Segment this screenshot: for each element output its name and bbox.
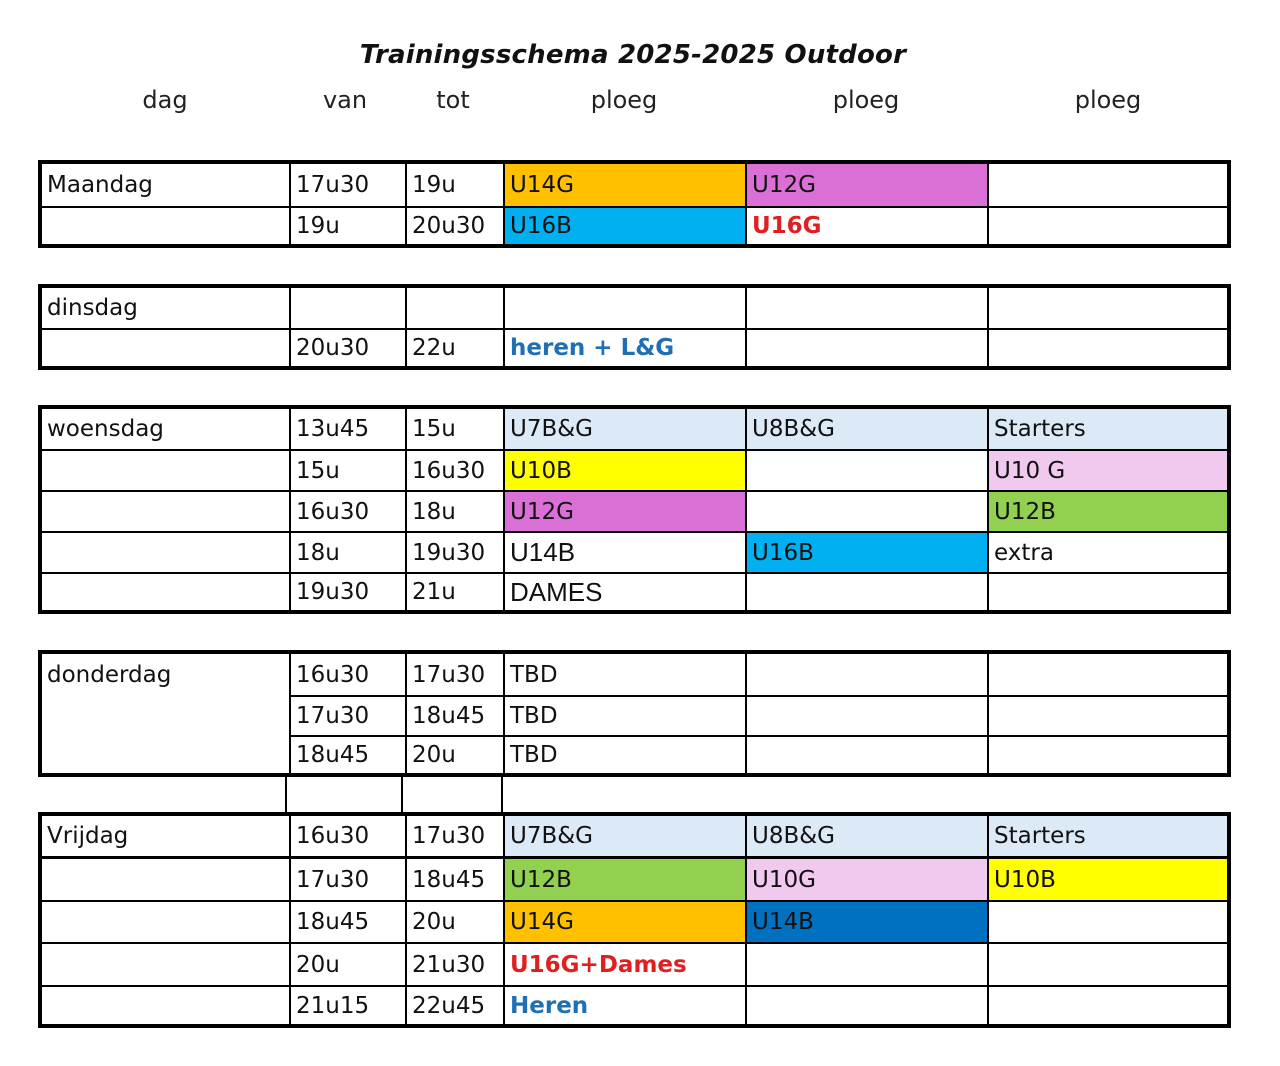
day-cell-empty: [42, 735, 289, 773]
ploeg-cell: Starters: [987, 409, 1227, 449]
ploeg-cell: [745, 737, 987, 773]
ploeg-cell: U16G: [745, 208, 987, 244]
table-row: [42, 735, 1227, 773]
tot-cell: 16u30: [405, 451, 503, 490]
table-row: [42, 572, 1227, 610]
tot-cell: 17u30: [405, 654, 503, 695]
ploeg-cell: [745, 574, 987, 610]
table-row: [42, 164, 1227, 206]
block-dinsdag: [38, 284, 1231, 370]
van-cell: 18u45: [289, 902, 405, 942]
day-cell-empty: [42, 944, 289, 985]
day-label: woensdag: [47, 416, 164, 442]
ploeg-cell: Heren: [503, 987, 745, 1024]
van-cell: 18u: [289, 533, 405, 572]
ploeg-cell: U12G: [503, 492, 745, 531]
tot-cell: 18u45: [405, 859, 503, 900]
block-donderdag: [38, 650, 1231, 777]
ploeg-cell: [987, 902, 1227, 942]
ploeg-cell: U16G+Dames: [503, 944, 745, 985]
block-vrijdag: [38, 812, 1231, 1028]
ploeg-cell: U12B: [987, 492, 1227, 531]
day-cell-empty: [42, 902, 289, 942]
table-row: [42, 816, 1227, 856]
table-row: [42, 328, 1227, 366]
ploeg-cell: DAMES: [503, 574, 745, 610]
gap-cell-van: [285, 775, 403, 813]
day-cell-empty: [42, 533, 289, 572]
header-ploeg-3: ploeg: [1074, 86, 1142, 114]
van-cell: 19u: [289, 208, 405, 244]
tot-cell: 22u: [405, 330, 503, 366]
ploeg-cell: U7B&G: [503, 816, 745, 856]
ploeg-cell: [987, 288, 1227, 328]
ploeg-cell: [745, 697, 987, 735]
day-label: donderdag: [47, 661, 172, 688]
ploeg-cell: U14G: [503, 164, 745, 206]
van-cell: 18u45: [289, 737, 405, 773]
ploeg-cell: [745, 330, 987, 366]
header-tot: tot: [436, 86, 470, 114]
table-row: [42, 654, 1227, 695]
day-cell-empty: [42, 859, 289, 900]
ploeg-cell: TBD: [503, 654, 745, 695]
page-title: Trainingsschema 2025-2025 Outdoor: [359, 40, 907, 70]
table-row: [42, 856, 1227, 900]
ploeg-cell: [987, 654, 1227, 695]
ploeg-cell: U10B: [987, 859, 1227, 900]
header-van: van: [322, 86, 368, 114]
ploeg-cell: U10G: [745, 859, 987, 900]
ploeg-cell: [987, 697, 1227, 735]
ploeg-cell: U12B: [503, 859, 745, 900]
ploeg-cell: [745, 288, 987, 328]
day-label: Vrijdag: [47, 823, 129, 849]
ploeg-cell: [503, 288, 745, 328]
tot-cell: 18u45: [405, 697, 503, 735]
day-cell-empty: [42, 451, 289, 490]
van-cell: 17u30: [289, 859, 405, 900]
table-row: [42, 942, 1227, 985]
tot-cell: [405, 288, 503, 328]
tot-cell: 17u30: [405, 816, 503, 856]
day-cell-empty: [42, 492, 289, 531]
ploeg-cell: [745, 987, 987, 1024]
ploeg-cell: U16B: [745, 533, 987, 572]
ploeg-cell: extra: [987, 533, 1227, 572]
tot-cell: 15u: [405, 409, 503, 449]
ploeg-cell: [987, 164, 1227, 206]
van-cell: 16u30: [289, 492, 405, 531]
van-cell: 13u45: [289, 409, 405, 449]
ploeg-cell: [987, 944, 1227, 985]
block-maandag: [38, 160, 1231, 248]
tot-cell: 20u: [405, 737, 503, 773]
ploeg-cell: U10B: [503, 451, 745, 490]
header-ploeg-1: ploeg: [590, 86, 658, 114]
van-cell: 17u30: [289, 164, 405, 206]
ploeg-cell: U8B&G: [745, 816, 987, 856]
tot-cell: 20u30: [405, 208, 503, 244]
table-row: [42, 490, 1227, 531]
tot-cell: 21u30: [405, 944, 503, 985]
ploeg-cell: U14G: [503, 902, 745, 942]
day-cell-empty: [42, 330, 289, 366]
ploeg-cell: U10 G: [987, 451, 1227, 490]
ploeg-cell: U12G: [745, 164, 987, 206]
ploeg-cell: [987, 330, 1227, 366]
ploeg-cell: [987, 208, 1227, 244]
ploeg-cell: U8B&G: [745, 409, 987, 449]
van-cell: 20u30: [289, 330, 405, 366]
van-cell: 21u15: [289, 987, 405, 1024]
ploeg-cell: [745, 654, 987, 695]
ploeg-cell: TBD: [503, 737, 745, 773]
ploeg-cell: heren + L&G: [503, 330, 745, 366]
ploeg-cell: [987, 737, 1227, 773]
table-row: [42, 409, 1227, 449]
ploeg-cell: [745, 944, 987, 985]
van-cell: 16u30: [289, 654, 405, 695]
table-row: [42, 695, 1227, 735]
tot-cell: 18u: [405, 492, 503, 531]
day-cell-empty: [42, 208, 289, 244]
ploeg-cell: TBD: [503, 697, 745, 735]
day-cell-empty: [42, 987, 289, 1024]
day-label: Maandag: [47, 172, 153, 198]
ploeg-cell: [987, 574, 1227, 610]
van-cell: 17u30: [289, 697, 405, 735]
header-dag: dag: [142, 86, 188, 114]
van-cell: [289, 288, 405, 328]
van-cell: 15u: [289, 451, 405, 490]
tot-cell: 22u45: [405, 987, 503, 1024]
tot-cell: 21u: [405, 574, 503, 610]
table-row: [42, 288, 1227, 328]
table-row: [42, 206, 1227, 244]
block-woensdag: [38, 405, 1231, 614]
header-ploeg-2: ploeg: [832, 86, 900, 114]
van-cell: 19u30: [289, 574, 405, 610]
day-label: dinsdag: [47, 295, 138, 321]
ploeg-cell: [987, 987, 1227, 1024]
tot-cell: 19u: [405, 164, 503, 206]
ploeg-cell: U7B&G: [503, 409, 745, 449]
table-row: [42, 531, 1227, 572]
table-row: [42, 985, 1227, 1024]
tot-cell: 20u: [405, 902, 503, 942]
gap-cell-tot: [401, 775, 503, 813]
table-row: [42, 900, 1227, 942]
tot-cell: 19u30: [405, 533, 503, 572]
van-cell: 20u: [289, 944, 405, 985]
ploeg-cell: [745, 451, 987, 490]
table-row: [42, 449, 1227, 490]
ploeg-cell: U14B: [503, 533, 745, 572]
ploeg-cell: Starters: [987, 816, 1227, 856]
ploeg-cell: [745, 492, 987, 531]
van-cell: 16u30: [289, 816, 405, 856]
day-cell-empty: [42, 574, 289, 610]
ploeg-cell: U16B: [503, 208, 745, 244]
day-cell-empty: [42, 695, 289, 735]
ploeg-cell: U14B: [745, 902, 987, 942]
